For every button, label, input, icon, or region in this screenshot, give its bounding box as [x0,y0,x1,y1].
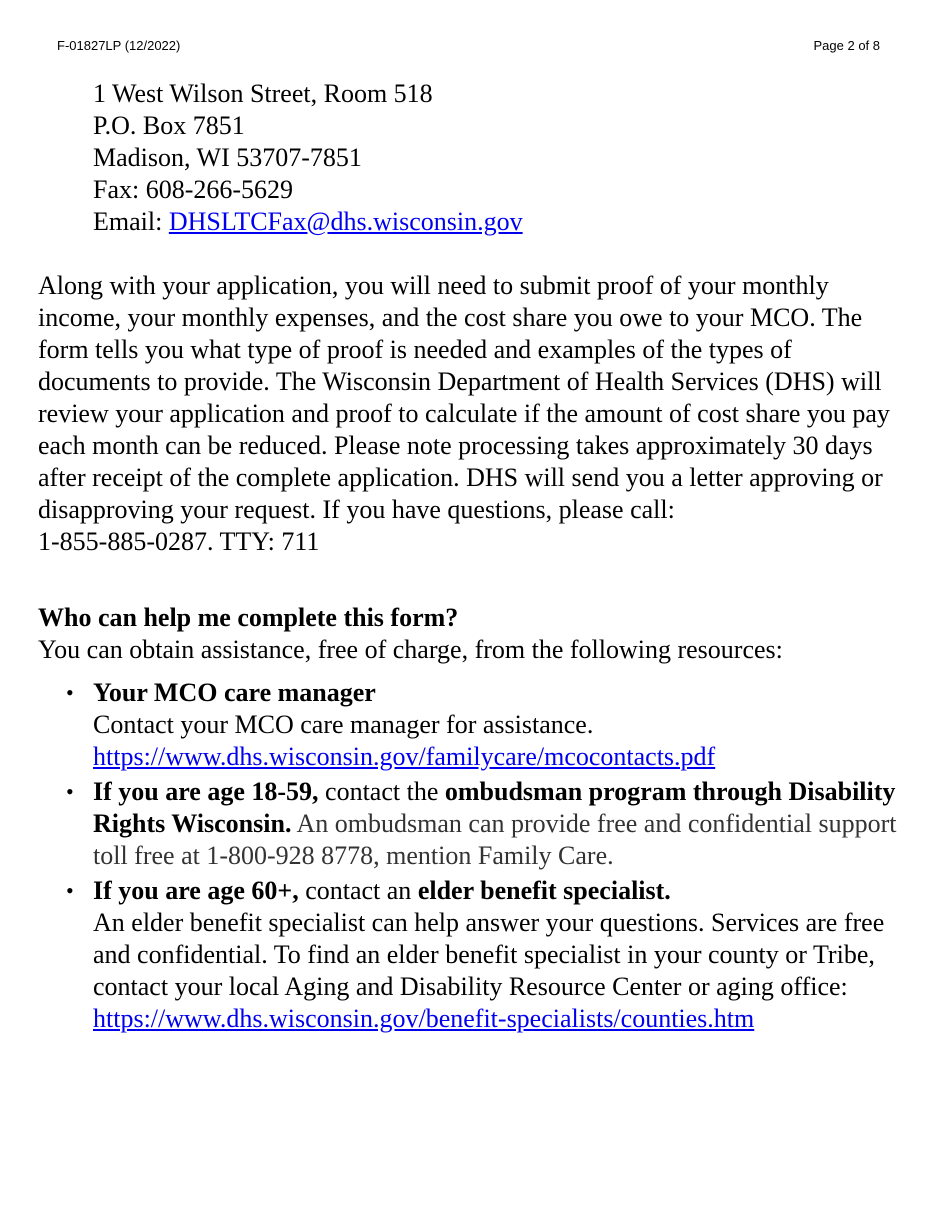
fax-number: Fax: 608-266-5629 [93,175,294,204]
benefit-specialists-link[interactable]: https://www.dhs.wisconsin.gov/benefit-specialists/counties.htm [93,1004,755,1033]
mailing-address [93,78,913,238]
address-line-3: Madison, WI 53707-7851 [93,143,362,172]
help-subtext: You can obtain assistance, free of charge, from the following resources: [38,635,783,664]
list-item [60,875,910,1035]
address-line-2: P.O. Box 7851 [93,111,245,140]
mco-contacts-link[interactable]: https://www.dhs.wisconsin.gov/familycare/mcocontacts.pdf [93,742,716,771]
resource-title: Your MCO care manager [93,678,376,707]
age-range-label: If you are age 18-59, [93,777,319,806]
email-link[interactable]: DHSLTCFax@dhs.wisconsin.gov [168,207,523,236]
age-range-label: If you are age 60+, [93,876,299,905]
list-item [60,776,910,872]
bullet-icon: • [66,680,74,705]
help-section [38,602,908,666]
bullet-icon: • [66,878,74,903]
email-label: Email: [93,207,169,236]
list-item [60,677,910,773]
address-line-1: 1 West Wilson Street, Room 518 [93,79,433,108]
page-number: Page 2 of 8 [813,38,880,53]
resource-text: If you are age 18-59, contact the ombudsman program through Disability Rights Wisconsin. An ombudsman can provide free and confidential support toll free at 1-800-928 8778, mention Family Care. [93,777,897,870]
ombudsman-label: ombudsman program through Disability Rights Wisconsin. [93,777,896,838]
help-heading: Who can help me complete this form? [38,603,459,632]
form-id: F-01827LP (12/2022) [57,38,181,53]
intro-section [38,270,908,558]
resource-text: Contact your MCO care manager for assistance. [93,710,594,739]
specialist-label: elder benefit specialist. [417,876,671,905]
phone-line: 1-855-885-0287. TTY: 711 [38,527,320,556]
resource-text: An elder benefit specialist can help answer your questions. Services are free and confidential. To find an elder benefit specialist in your county or Tribe, contact your local Aging and Disability Resource Center or aging office: https://www.dhs.wisconsin.gov/benefit-specialists/counties.htm [93,908,885,1033]
resource-list [60,677,910,1038]
intro-paragraph: Along with your application, you will need to submit proof of your monthly income, your monthly expenses, and the cost share you owe to your MCO. The form tells you what type of proof is needed and examples of the types of documents to provide. The Wisconsin Department of Health Services (DHS) will review your application and proof to calculate if the amount of cost share you pay each month can be reduced. Please note processing takes approximately 30 days after receipt of the complete application. DHS will send you a letter approving or disapproving your request. If you have questions, please call: [38,271,890,524]
resource-title: If you are age 60+, contact an elder benefit specialist. [93,876,671,905]
bullet-icon: • [66,779,74,804]
email-line [93,206,913,238]
